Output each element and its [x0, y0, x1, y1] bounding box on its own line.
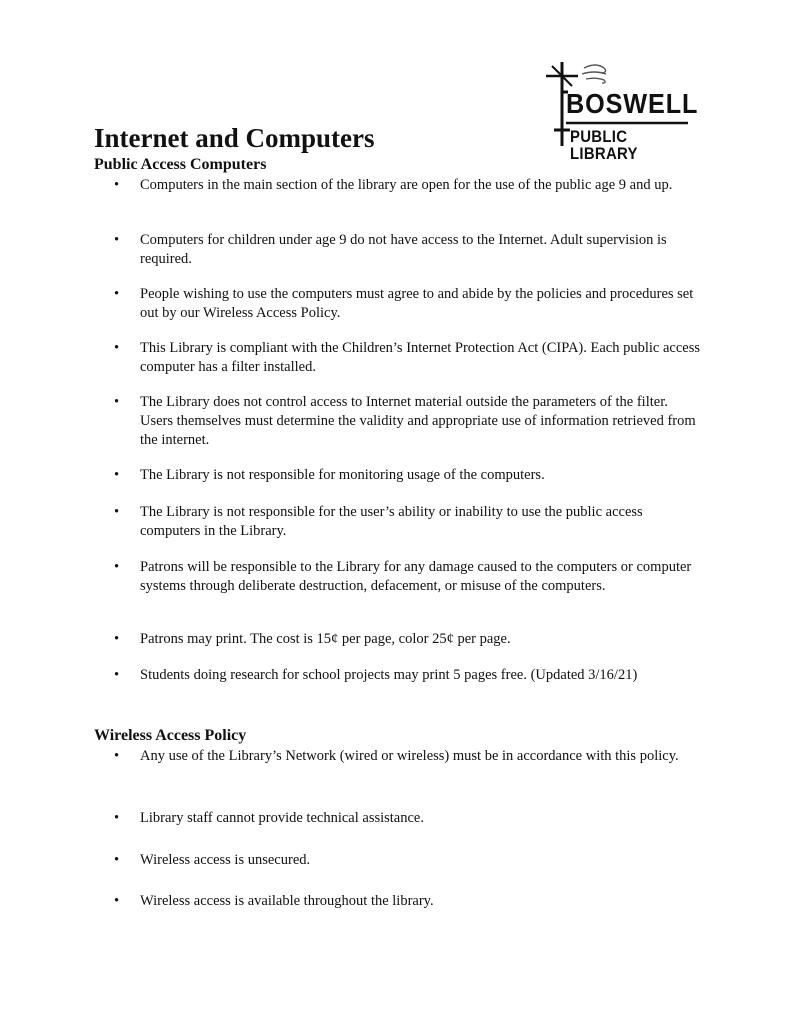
bullet-icon: •: [114, 504, 120, 520]
list-item: • Computers in the main section of the library are open for the use of the public age 9 and up.: [114, 177, 673, 193]
library-logo: [538, 60, 699, 163]
bullet-icon: •: [114, 852, 120, 868]
list-item: • Computers for children under age 9 do not have access to the Internet. Adult supervision is required.: [114, 232, 667, 267]
bullet-icon: •: [114, 286, 120, 302]
list-item: • This Library is compliant with the Children’s Internet Protection Act (CIPA). Each public access computer has a filter installed.: [114, 340, 701, 375]
list-item: • The Library is not responsible for monitoring usage of the computers.: [114, 467, 545, 483]
bullet-icon: •: [114, 893, 120, 909]
bullet-icon: •: [114, 748, 120, 764]
section-heading-public-access: Public Access Computers: [94, 156, 267, 173]
list-item: • The Library is not responsible for the user’s ability or inability to use the public access computers in the Library.: [114, 504, 643, 539]
bullet-icon: •: [114, 810, 120, 826]
logo-subtitle: PUBLIC LIBRARY: [570, 127, 638, 163]
list-item: • Wireless access is unsecured.: [114, 852, 311, 868]
logo-name: BOSWELL: [566, 88, 699, 119]
page-title: Internet and Computers: [94, 123, 375, 153]
list-item: • The Library does not control access to Internet material outside the parameters of the filter. Users themselves must determine the validity and appropriate use of information retrieved from the internet.: [114, 394, 696, 448]
list-item: • People wishing to use the computers must agree to and abide by the policies and procedures set out by our Wireless Access Policy.: [114, 286, 694, 321]
bullet-icon: •: [114, 394, 120, 410]
list-item: • Wireless access is available throughout the library.: [114, 893, 434, 909]
bullet-icon: •: [114, 559, 120, 575]
list-item: • Patrons may print. The cost is 15¢ per page, color 25¢ per page.: [114, 631, 511, 647]
bullet-icon: •: [114, 177, 120, 193]
bullet-icon: •: [114, 232, 120, 248]
list-item: • Patrons will be responsible to the Library for any damage caused to the computers or computer systems through deliberate destruction, defacement, or misuse of the computers.: [114, 559, 692, 594]
list-item: • Any use of the Library’s Network (wired or wireless) must be in accordance with this policy.: [114, 748, 679, 764]
bullet-icon: •: [114, 667, 120, 683]
bullet-icon: •: [114, 631, 120, 647]
bullet-icon: •: [114, 467, 120, 483]
section-heading-wireless-access: Wireless Access Policy: [94, 727, 247, 744]
list-item: • Students doing research for school projects may print 5 pages free. (Updated 3/16/21): [114, 667, 638, 683]
list-item: • Library staff cannot provide technical assistance.: [114, 810, 424, 826]
bullet-icon: •: [114, 340, 120, 356]
